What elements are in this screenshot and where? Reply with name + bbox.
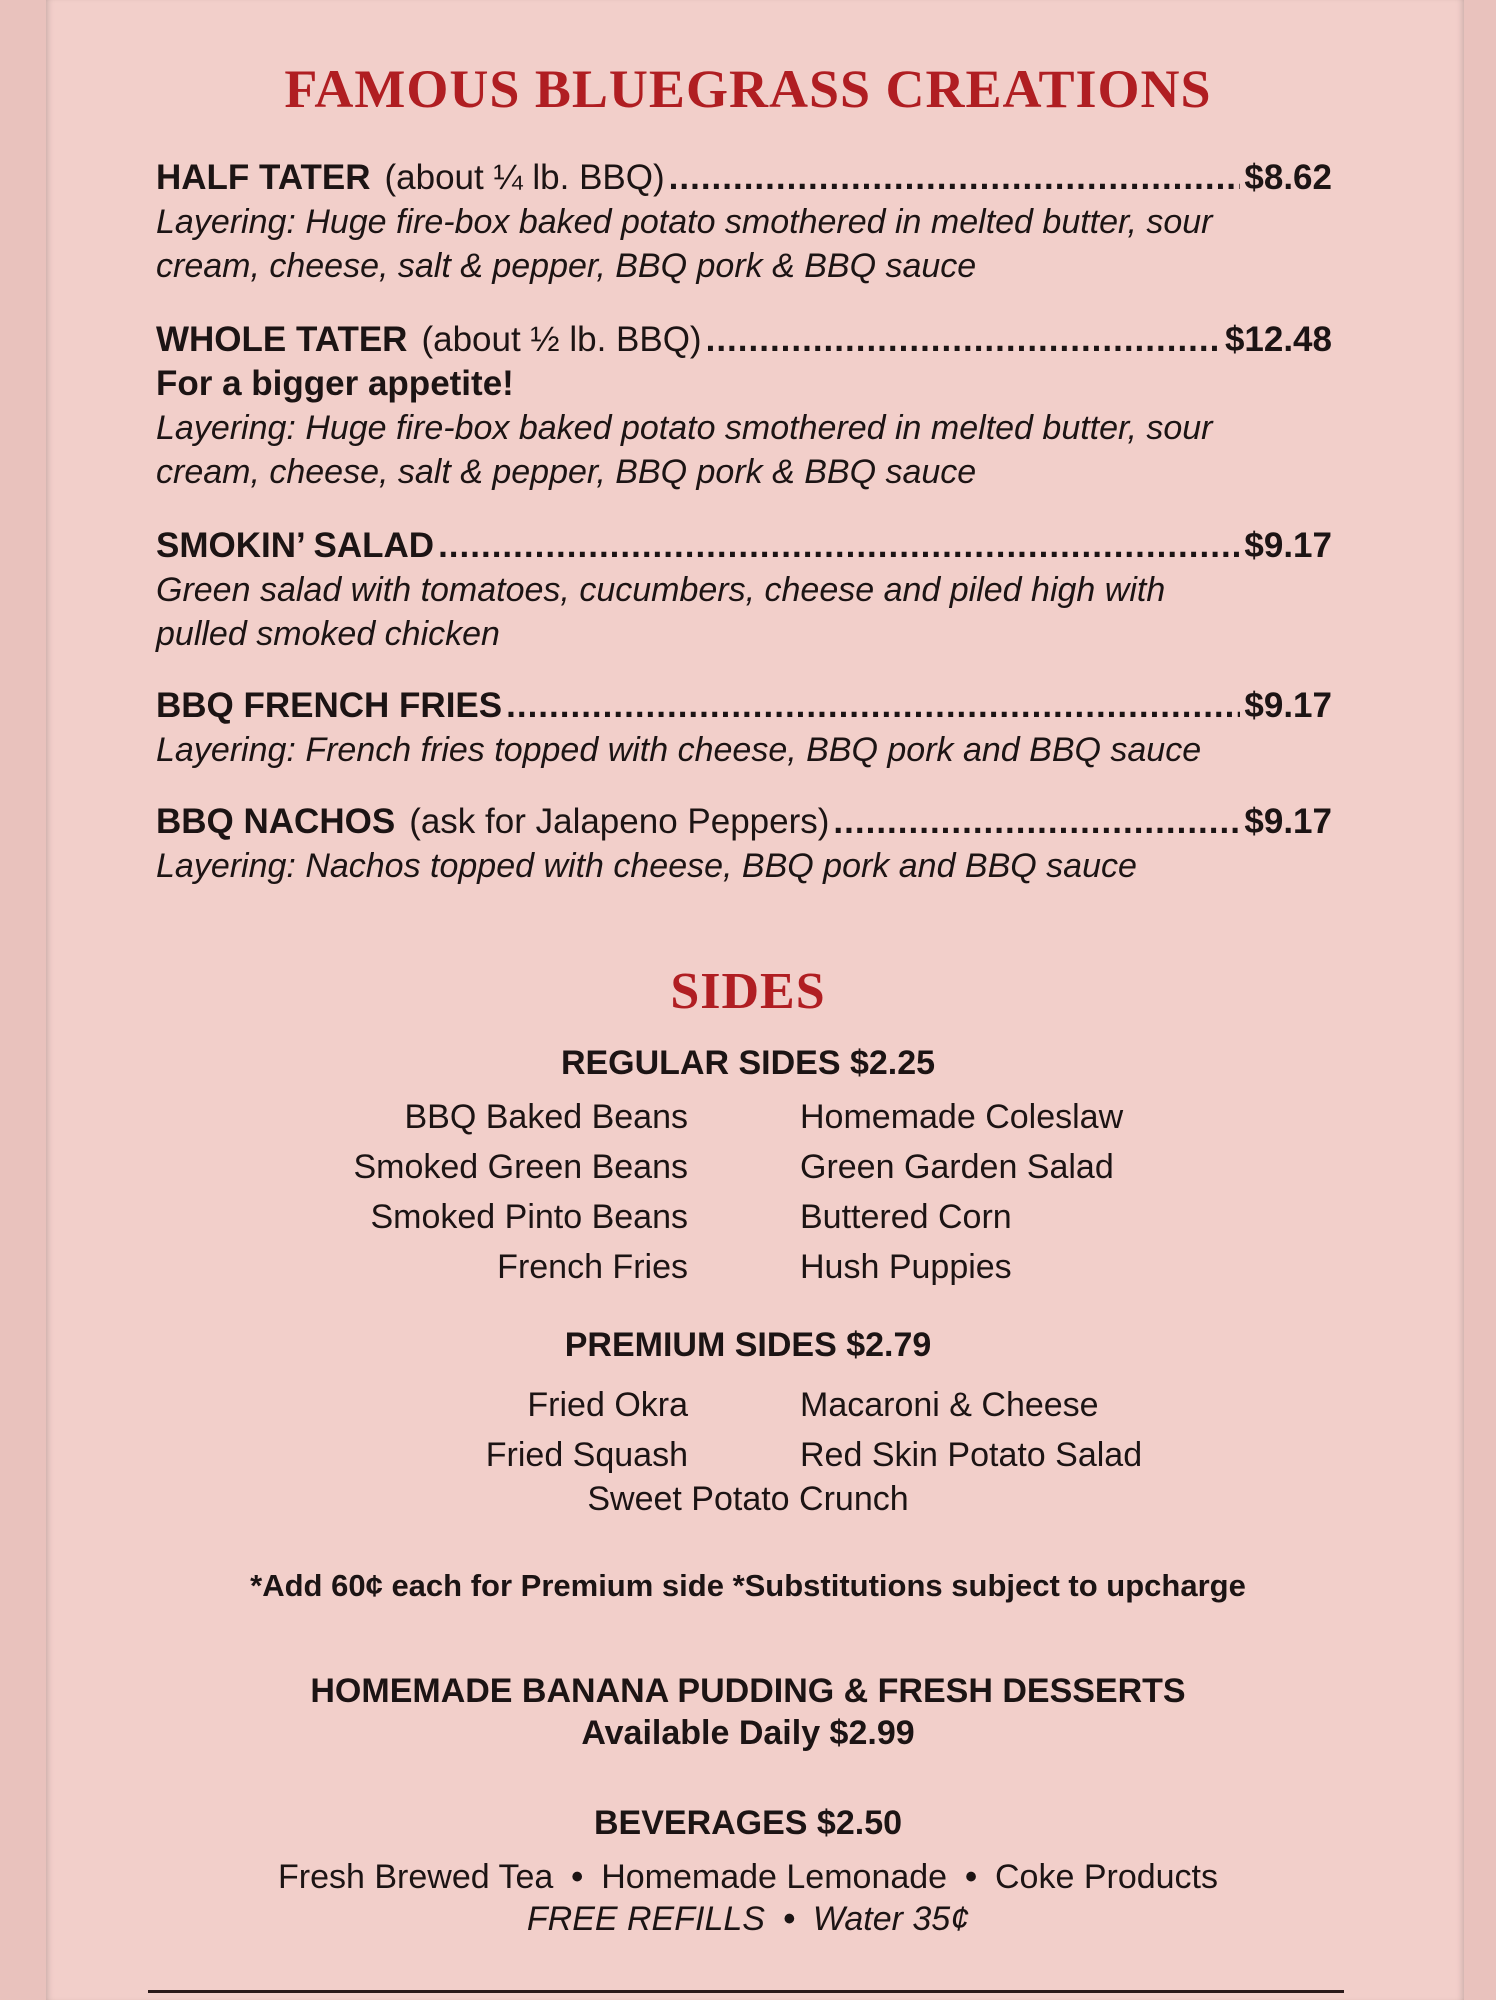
- description-line: cream, cheese, salt & pepper, BBQ pork & BBQ sauce: [156, 247, 977, 285]
- water-price-text: Water 35¢: [812, 1900, 970, 1938]
- description-line: Layering: Huge fire-box baked potato smothered in melted butter, sour: [156, 409, 1213, 447]
- side-item-centered: Sweet Potato Crunch: [587, 1480, 909, 1518]
- item-price: $12.48: [1224, 320, 1332, 359]
- item-note: (about ¼ lb. BBQ): [384, 158, 665, 197]
- free-refills-text: FREE REFILLS: [526, 1900, 765, 1938]
- premium-sides-heading: PREMIUM SIDES $2.79: [564, 1326, 932, 1364]
- description-line: Green salad with tomatoes, cucumbers, cheese and piled high with: [156, 571, 1166, 609]
- description-line: Layering: French fries topped with cheese, BBQ pork and BBQ sauce: [156, 731, 1202, 769]
- menu-item-whole-tater: [156, 320, 1332, 494]
- dot-leader: [706, 320, 1221, 360]
- description-line: cream, cheese, salt & pepper, BBQ pork & BBQ sauce: [156, 453, 977, 491]
- premium-sides-list: [0, 1380, 1496, 1480]
- side-item: Homemade Coleslaw: [800, 1098, 1124, 1136]
- sides-heading: SIDES: [670, 963, 826, 1020]
- premium-sides-left-column: [0, 1380, 688, 1480]
- item-price: $9.17: [1244, 686, 1332, 725]
- side-item: Red Skin Potato Salad: [800, 1436, 1143, 1474]
- item-price: $9.17: [1244, 526, 1332, 565]
- item-description: [156, 728, 1332, 772]
- side-item: French Fries: [497, 1248, 688, 1286]
- side-item: Green Garden Salad: [800, 1148, 1114, 1186]
- side-item: Buttered Corn: [800, 1198, 1012, 1236]
- side-item: Hush Puppies: [800, 1248, 1012, 1286]
- menu-item-bbq-nachos: [156, 802, 1332, 888]
- bottom-divider: [148, 1990, 1344, 1993]
- dessert-availability: Available Daily $2.99: [581, 1714, 915, 1752]
- dot-leader: [833, 802, 1240, 842]
- item-note: (ask for Jalapeno Peppers): [409, 802, 830, 841]
- side-item: Smoked Green Beans: [353, 1148, 688, 1186]
- side-item: Smoked Pinto Beans: [370, 1198, 688, 1236]
- beverages-heading: BEVERAGES $2.50: [593, 1804, 903, 1842]
- item-name: BBQ NACHOS: [156, 802, 396, 841]
- bullet-separator: •: [571, 1858, 584, 1896]
- premium-side-note: *Add 60¢ each for Premium side *Substitutions subject to upcharge: [250, 1568, 1246, 1603]
- famous-creations-heading: FAMOUS BLUEGRASS CREATIONS: [284, 59, 1212, 119]
- premium-sides-right-column: [800, 1380, 1142, 1480]
- description-line: Layering: Nachos topped with cheese, BBQ pork and BBQ sauce: [156, 847, 1137, 885]
- beverage-item: Coke Products: [995, 1858, 1218, 1896]
- description-line: Layering: Huge fire-box baked potato smothered in melted butter, sour: [156, 203, 1213, 241]
- side-item: Fried Squash: [485, 1436, 688, 1474]
- menu-item-smokin-salad: [156, 526, 1332, 656]
- item-price: $9.17: [1244, 802, 1332, 841]
- item-name: WHOLE TATER: [156, 320, 408, 359]
- regular-sides-right-column: [800, 1092, 1123, 1292]
- side-item: BBQ Baked Beans: [404, 1098, 688, 1136]
- dot-leader: [506, 686, 1240, 726]
- beverages-list: [0, 1858, 1496, 1897]
- side-item: Macaroni & Cheese: [800, 1386, 1099, 1424]
- item-name: SMOKIN’ SALAD: [156, 526, 435, 565]
- dot-leader: [669, 158, 1241, 198]
- dot-leader: [438, 526, 1240, 566]
- menu-item-bbq-french-fries: [156, 686, 1332, 772]
- side-item: Fried Okra: [527, 1386, 688, 1424]
- regular-sides-list: [0, 1092, 1496, 1292]
- dessert-section: [0, 1670, 1496, 1754]
- item-description: [156, 844, 1332, 888]
- bullet-separator: •: [782, 1900, 795, 1938]
- dessert-title: HOMEMADE BANANA PUDDING & FRESH DESSERTS: [310, 1672, 1186, 1710]
- bullet-separator: •: [965, 1858, 977, 1896]
- regular-sides-left-column: [0, 1092, 688, 1292]
- beverage-item: Homemade Lemonade: [601, 1858, 948, 1896]
- item-note: (about ½ lb. BBQ): [421, 320, 702, 359]
- regular-sides-heading: REGULAR SIDES $2.25: [560, 1044, 936, 1082]
- item-tagline: For a bigger appetite!: [156, 364, 514, 403]
- description-line: pulled smoked chicken: [156, 615, 500, 653]
- beverage-item: Fresh Brewed Tea: [278, 1858, 554, 1896]
- item-description: [156, 568, 1332, 656]
- beverage-extras: [0, 1900, 1496, 1939]
- item-description: [156, 200, 1332, 288]
- item-description: [156, 406, 1332, 494]
- item-name: HALF TATER: [156, 158, 371, 197]
- item-name: BBQ FRENCH FRIES: [156, 686, 503, 725]
- menu-item-half-tater: [156, 158, 1332, 288]
- item-price: $8.62: [1244, 158, 1332, 197]
